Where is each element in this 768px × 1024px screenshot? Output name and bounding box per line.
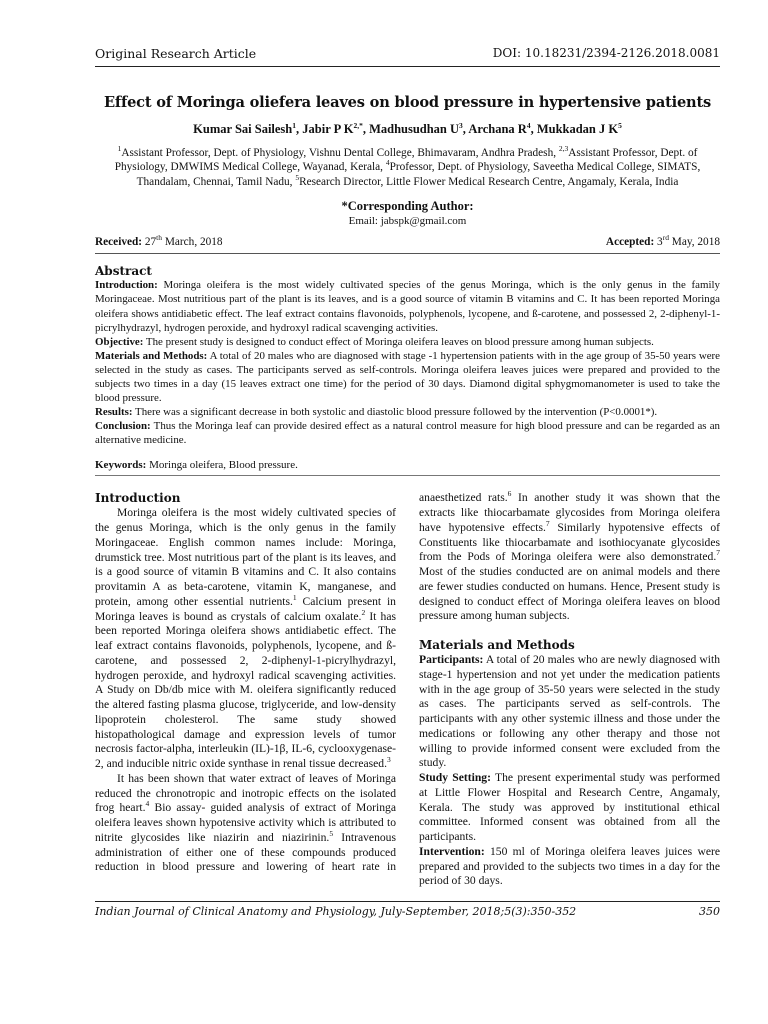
superscript: 1 bbox=[292, 120, 297, 130]
superscript: 4 bbox=[526, 120, 531, 130]
text-run: Moringa oleifera is the most widely cultivated species of the genus Moringa, which is the only genus in the family Moringaceae. English common names include: Moringa, drumstick tree. Most nutritious part of the plant is its leaves, and is a good source of vitamin B vitamins and C. It also contains provitamin A as beta-carotene, vitamin K, manganese, and protein, among other essential nutrients. bbox=[95, 506, 396, 608]
methods-participants bbox=[419, 653, 720, 771]
superscript: 4 bbox=[385, 158, 390, 168]
dates-row bbox=[95, 233, 720, 254]
text-run: Similarly hypotensive effects of Constituents like thiocarbamate and isothiocyanate glycosides from the Pods of Moringa oleifera were also demonstrated. bbox=[419, 520, 720, 564]
text-run: , Madhusudhan U bbox=[362, 122, 460, 136]
superscript: 7 bbox=[545, 519, 550, 529]
page-footer bbox=[95, 901, 720, 918]
introduction-paragraph-1 bbox=[95, 506, 396, 772]
text-run: It has been shown that water extract of leaves of Moringa reduced the chronotropic and inotropic effects on the isolated frog heart. bbox=[95, 771, 396, 815]
superscript: 1 bbox=[117, 144, 122, 154]
introduction-heading: Introduction bbox=[95, 491, 181, 506]
superscript: 7 bbox=[716, 548, 720, 558]
text-run: Research Director, Little Flower Medical Research Centre, Angamaly, Kerala, India bbox=[299, 175, 679, 188]
body-columns bbox=[95, 491, 720, 889]
run-in-heading: Intervention: bbox=[419, 844, 485, 858]
text-run: Assistant Professor, Dept. of Physiology, Vishnu Dental College, Bhimavaram, Andhra Pradesh, bbox=[121, 147, 559, 159]
journal-citation: Indian Journal of Clinical Anatomy and Physiology, July-September, 2018;5(3):350-352 bbox=[95, 905, 577, 919]
text-run: Moringa oleifera is the most widely cultivated species of the genus Moringa, which is the only genus in the family Moringaceae. Most nutritious part of the plant is its leaves, and is a good source of vitamin B vitamins and C. It has been reported Moringa oleifera shows antidiabetic effect. The leaf extract contains flavonoids, polyphenols, lycopene, and ß-carotene, and possessed 2, 2-diphenyl-1-picrylhydrazyl, hydrogen peroxide, and hydroxyl radical scavenging activities. bbox=[95, 279, 720, 334]
text-run: Thus the Moringa leaf can provide desired effect as a natural control measure for high blood pressure and can be regarded as an alternative medicine. bbox=[95, 420, 720, 447]
text-run: 150 ml of Moringa oleifera leaves juices were prepared and provided to the subjects two times in a day for the period of 30 days. bbox=[419, 844, 720, 888]
run-in-heading: Participants: bbox=[419, 653, 484, 667]
text-run: A total of 20 males who are diagnosed with stage -1 hypertension patients with in the age group of 35-50 years were selected in the study as cases. The participants served as self-controls. Moringa oleifera leaves juices were prepared and provided to the subjects two times in a day (15 leaves extract one time) for the period of 30 days. Diamond digital sphygmomanometer is used to take the blood pressure. bbox=[95, 349, 720, 405]
text-run: 3 bbox=[654, 236, 663, 249]
superscript: rd bbox=[662, 233, 669, 243]
methods-intervention bbox=[419, 845, 720, 889]
superscript: th bbox=[156, 233, 163, 243]
superscript: 5 bbox=[618, 120, 622, 130]
text-run: It has been reported Moringa oleifera shows antidiabetic effect. The leaf extract contains flavonoids, polyphenols, lycopene, and ß-carotene, and possessed 2, 2-diphenyl-1-picrylhydrazyl, hydrogen peroxide, and hydroxyl radical scavenging activities. A Study on Db/db mice with M. oleifera significantly reduced the altered fasting plasma glucose, triglyceride, and low-density lipoprotein cholesterol. The same study showed histopathological damage and expression levels of tumor necrosis factor-alpha, interleukin (IL)-1β, IL-6, cyclooxygenase-2, and inducible nitric oxide synthase in renal tissue decreased. bbox=[95, 609, 396, 771]
run-in-heading: Conclusion: bbox=[95, 420, 151, 433]
text-run: 27 bbox=[142, 236, 157, 249]
abstract-conclusion bbox=[95, 419, 720, 447]
run-in-heading: Results: bbox=[95, 406, 133, 419]
abstract-heading: Abstract bbox=[95, 264, 152, 279]
article-title: Effect of Moringa oliefera leaves on blood pressure in hypertensive patients bbox=[103, 94, 712, 111]
run-in-heading: Received: bbox=[95, 236, 143, 249]
text-run: Assistant Professor, Dept. of Physiology, DMWIMS Medical College, Wayanad, Kerala, bbox=[114, 147, 698, 174]
running-header bbox=[95, 46, 720, 67]
abstract-results bbox=[95, 405, 720, 419]
text-run: Bio assay- guided analysis of extract of Moringa oleifera leaves shown hypotensive activity which is attributed to nitrite glycosides like niazirin and niazirinin. bbox=[95, 801, 396, 844]
keywords bbox=[95, 459, 720, 476]
article-type: Original Research Article bbox=[95, 46, 257, 61]
text-run: The present experimental study was performed at Little Flower Hospital and Research Centre, Angamaly, Kerala. The study was approved by institutional ethical committee. Informed consent was obtained from all the participants. bbox=[419, 771, 721, 844]
superscript: 2,* bbox=[353, 120, 363, 130]
author-list bbox=[95, 122, 720, 137]
superscript: 4 bbox=[145, 799, 150, 809]
text-run: , Archana R bbox=[462, 122, 527, 136]
text-run: A total of 20 males who are newly diagnosed with stage-1 hypertension and not yet under the medication patients with in the age group of 35-50 years were selected in the study as cases. The participants served as self-controls. The participants with any other systemic illness and those under the medications or following any other therapy and those not willing to provide informed consent were excluded from the study. bbox=[419, 653, 720, 770]
run-in-heading: Introduction: bbox=[95, 279, 158, 292]
text-run: March, 2018 bbox=[162, 236, 223, 249]
run-in-heading: Keywords: bbox=[95, 459, 147, 472]
text-run: Calcium present in Moringa leaves is bound as crystals of calcium oxalate. bbox=[95, 594, 396, 623]
text-run: , Mukkadan J K bbox=[530, 122, 619, 136]
superscript: 2 bbox=[361, 607, 366, 617]
run-in-heading: Objective: bbox=[95, 335, 144, 348]
accepted-date bbox=[605, 233, 720, 253]
run-in-heading: Materials and Methods: bbox=[95, 349, 208, 362]
text-run: Professor, Dept. of Physiology, Saveetha Medical College, SIMATS, Thandalam, Chennai, Tamil Nadu, bbox=[136, 161, 701, 188]
methods-heading: Materials and Methods bbox=[419, 638, 575, 653]
text-run: May, 2018 bbox=[668, 236, 720, 249]
text-run: , Jabir P K bbox=[296, 122, 354, 136]
superscript: 1 bbox=[292, 593, 297, 603]
text-run: The present study is designed to conduct effect of Moringa oleifera leaves on blood pressure among human subjects. bbox=[143, 335, 654, 348]
text-run: Most of the studies conducted are on animal models and there are fewer studies conducted on humans. Hence, Present study is designed to conduct effect of Moringa oleifera leaves on blood pressure among human subjects. bbox=[419, 565, 720, 623]
text-run: In another study it was shown that the extracts like thiocarbamate glycosides from Moringa oleifera have hypotensive effects. bbox=[419, 491, 720, 534]
text-run: Kumar Sai Sailesh bbox=[193, 122, 293, 136]
text-run: Intravenous administration of either one of these compounds produced reduction in blood pressure and lowering of heart rate in anaesthetized rats. bbox=[95, 491, 508, 874]
page-number: 350 bbox=[699, 905, 720, 919]
superscript: 3 bbox=[459, 120, 463, 130]
superscript: 5 bbox=[295, 173, 300, 183]
section-gap bbox=[419, 624, 720, 638]
abstract-objective bbox=[95, 335, 720, 349]
superscript: 2,3 bbox=[558, 144, 569, 154]
run-in-heading: Study Setting: bbox=[419, 771, 491, 785]
superscript: 6 bbox=[507, 489, 512, 499]
affiliations bbox=[95, 146, 720, 189]
corresponding-email: Email: jabspk@gmail.com bbox=[348, 215, 467, 228]
abstract-introduction bbox=[95, 278, 720, 334]
abstract bbox=[95, 264, 720, 447]
text-run: There was a significant decrease in both systolic and diastolic blood pressure followed by the intervention (P<0.0001*). bbox=[132, 406, 658, 419]
abstract-methods bbox=[95, 349, 720, 405]
doi: DOI: 10.18231/2394-2126.2018.0081 bbox=[492, 46, 720, 60]
text-run: Moringa oleifera, Blood pressure. bbox=[146, 459, 298, 472]
superscript: 5 bbox=[329, 829, 334, 839]
run-in-heading: Accepted: bbox=[605, 236, 655, 249]
methods-study-setting bbox=[419, 771, 720, 845]
superscript: 3 bbox=[387, 755, 391, 765]
corresponding-author-label: *Corresponding Author: bbox=[341, 199, 474, 214]
received-date bbox=[95, 233, 223, 253]
